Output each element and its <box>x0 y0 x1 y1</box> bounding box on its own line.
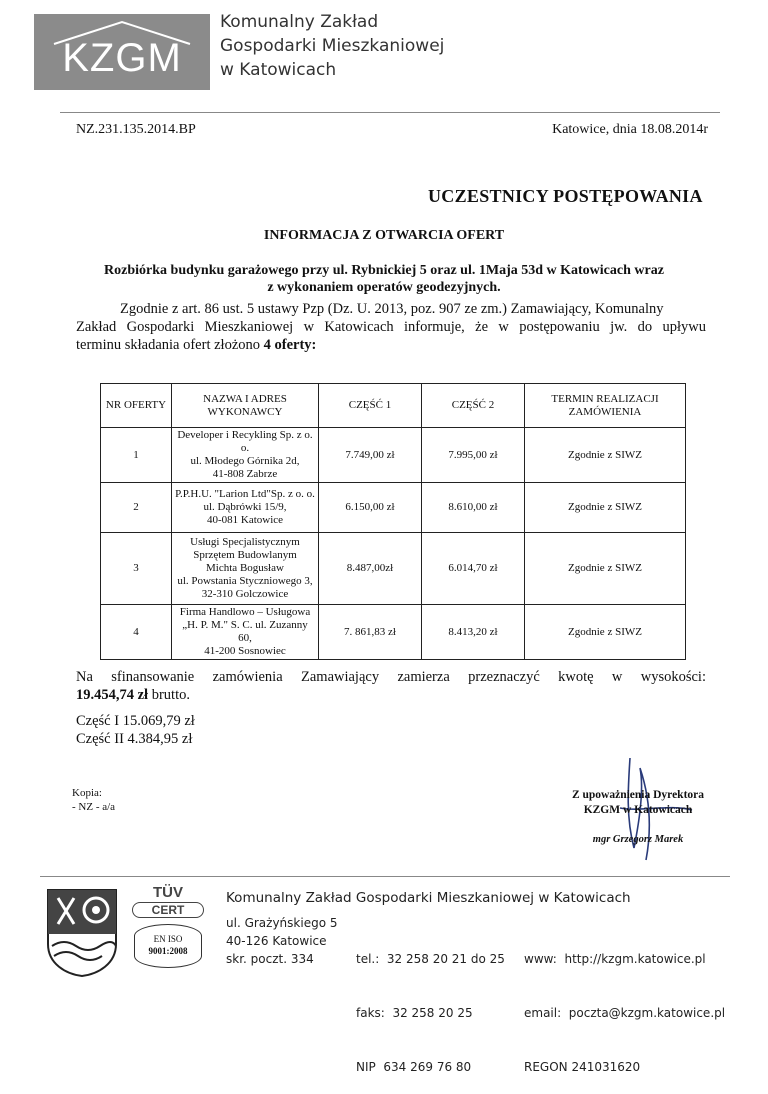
signature-stamp <box>548 788 728 847</box>
funding-line-2 <box>76 686 706 704</box>
contractor-line: Firma Handlowo – Usługowa <box>179 606 311 618</box>
price-part1: 8.487,00zł <box>319 533 422 605</box>
col-header-term: TERMIN REALIZACJI ZAMÓWIENIA <box>525 384 686 428</box>
intro-paragraph <box>76 300 706 354</box>
org-name-line-2: Gospodarki Mieszkaniowej <box>220 36 445 56</box>
contractor-line: Developer i Recykling Sp. z o. o. <box>177 429 313 454</box>
copy-value: - NZ - a/a <box>72 801 116 813</box>
logo-text: KZGM <box>62 36 182 80</box>
completion-term: Zgodnie z SIWZ <box>525 483 686 533</box>
price-part1: 7.749,00 zł <box>319 428 422 483</box>
cert-mid-text: CERT <box>132 902 204 918</box>
contractor-line: Usługi Specjalistycznym <box>190 536 300 548</box>
part-2-amount: Część II 4.384,95 zł <box>76 731 193 747</box>
document-subtitle: INFORMACJA Z OTWARCIA OFERT <box>263 228 505 243</box>
regon-line: REGON 241031620 <box>524 1060 641 1074</box>
subject <box>0 262 768 296</box>
contractor-name <box>172 533 319 605</box>
part-1-amount: Część I 15.069,79 zł <box>76 713 195 729</box>
col-header-part1: CZĘŚĆ 1 <box>319 384 422 428</box>
funding-line-1: Na sfinansowanie zamówienia Zamawiający zamierza przeznaczyć kwotę w wysokości: <box>76 669 706 685</box>
org-name-line-3: w Katowicach <box>220 60 337 80</box>
col-header-name: NAZWA I ADRES WYKONAWCY <box>172 384 319 428</box>
table-header-row <box>101 384 686 428</box>
funding-amount: 19.454,74 zł <box>76 687 149 703</box>
footer-title: Komunalny Zakład Gospodarki Mieszkaniowej w Katowicach <box>226 890 631 906</box>
offer-number: 3 <box>101 533 172 605</box>
address-line: ul. Grażyńskiego 5 <box>226 916 338 930</box>
copy-note <box>72 786 115 814</box>
table-row <box>101 605 686 660</box>
parts-list <box>76 712 195 748</box>
intro-line-3-wrap <box>76 336 706 354</box>
contractor-line: „H. P. M." S. C. ul. Zuzanny 60, <box>182 619 308 644</box>
signatory-name: mgr Grzegorz Marek <box>592 834 684 845</box>
offer-number: 2 <box>101 483 172 533</box>
col-header-nr: NR OFERTY <box>101 384 172 428</box>
contact-line: faks: 32 258 20 25 <box>356 1006 473 1020</box>
header-divider <box>60 112 720 113</box>
footer-address <box>226 914 338 968</box>
contractor-line: 41-200 Sosnowiec <box>204 645 286 657</box>
contractor-line: 40-081 Katowice <box>206 514 284 526</box>
signature-line-2: KZGM w Katowicach <box>583 804 693 816</box>
contractor-line: P.P.H.U. "Larion Ltd"Sp. z o. o. <box>175 488 315 500</box>
intro-line-1: Zgodnie z art. 86 ust. 5 ustawy Pzp (Dz. U. 2013, poz. 907 ze zm.) Zamawiający, Komunalny <box>120 301 664 317</box>
footer-divider <box>40 876 730 877</box>
contractor-line: ul. Młodego Górnika 2d, <box>190 455 300 467</box>
contractor-line: Sprzętem Budowlanym <box>193 549 297 561</box>
offers-table <box>100 383 686 660</box>
price-part2: 8.610,00 zł <box>422 483 525 533</box>
place-date: Katowice, dnia 18.08.2014r <box>552 122 708 137</box>
offer-number: 1 <box>101 428 172 483</box>
document-title: UCZESTNICY POSTĘPOWANIA <box>428 186 703 206</box>
completion-term: Zgodnie z SIWZ <box>525 428 686 483</box>
table-row <box>101 533 686 605</box>
price-part2: 8.413,20 zł <box>422 605 525 660</box>
contractor-name <box>172 483 319 533</box>
cert-top-text: TÜV <box>153 884 183 901</box>
reference-number: NZ.231.135.2014.BP <box>76 122 196 137</box>
footer-web <box>524 914 725 1094</box>
contractor-line: Michta Bogusław <box>206 562 284 574</box>
tuv-cert-badge <box>126 884 210 980</box>
contractor-line: 41-808 Zabrze <box>212 468 278 480</box>
contractor-name <box>172 428 319 483</box>
intro-line-2: Zakład Gospodarki Mieszkaniowej w Katowicach informuje, że w postępowaniu jw. do upływu <box>76 319 706 335</box>
price-part2: 7.995,00 zł <box>422 428 525 483</box>
org-name-line-1: Komunalny Zakład <box>220 12 379 32</box>
address-line: skr. poczt. 334 <box>226 952 314 966</box>
contractor-line: 32-310 Golczowice <box>201 588 289 600</box>
offer-number: 4 <box>101 605 172 660</box>
price-part1: 7. 861,83 zł <box>319 605 422 660</box>
funding-paragraph <box>76 668 706 704</box>
intro-line-3: terminu składania ofert złożono <box>76 337 261 353</box>
copy-label: Kopia: <box>72 787 102 799</box>
completion-term: Zgodnie z SIWZ <box>525 605 686 660</box>
table-row <box>101 483 686 533</box>
col-header-part2: CZĘŚĆ 2 <box>422 384 525 428</box>
contractor-line: ul. Powstania Styczniowego 3, <box>177 575 313 587</box>
price-part2: 6.014,70 zł <box>422 533 525 605</box>
table-row <box>101 428 686 483</box>
iso-line: 9001:2008 <box>148 946 188 956</box>
offer-count: 4 oferty: <box>263 337 317 353</box>
subject-line-2: z wykonaniem operatów geodezyjnych. <box>267 280 501 295</box>
web-line[interactable]: www: http://kzgm.katowice.pl <box>524 952 706 966</box>
price-part1: 6.150,00 zł <box>319 483 422 533</box>
contact-line: tel.: 32 258 20 21 do 25 <box>356 952 505 966</box>
footer-contact <box>356 914 505 1094</box>
contractor-line: ul. Dąbrówki 15/9, <box>203 501 287 513</box>
funding-suffix: brutto. <box>151 687 190 703</box>
contact-line: NIP 634 269 76 80 <box>356 1060 472 1074</box>
subject-line-1: Rozbiórka budynku garażowego przy ul. Rybnickiej 5 oraz ul. 1Maja 53d w Katowicach wraz <box>104 263 664 278</box>
email-line[interactable]: email: poczta@kzgm.katowice.pl <box>524 1006 726 1020</box>
iso-line: EN ISO <box>153 934 183 944</box>
completion-term: Zgodnie z SIWZ <box>525 533 686 605</box>
address-line: 40-126 Katowice <box>226 934 327 948</box>
iso-label <box>134 924 202 968</box>
contractor-name <box>172 605 319 660</box>
signature-line-1: Z upoważnienia Dyrektora <box>571 789 705 801</box>
katowice-coat-of-arms-icon <box>46 888 118 978</box>
